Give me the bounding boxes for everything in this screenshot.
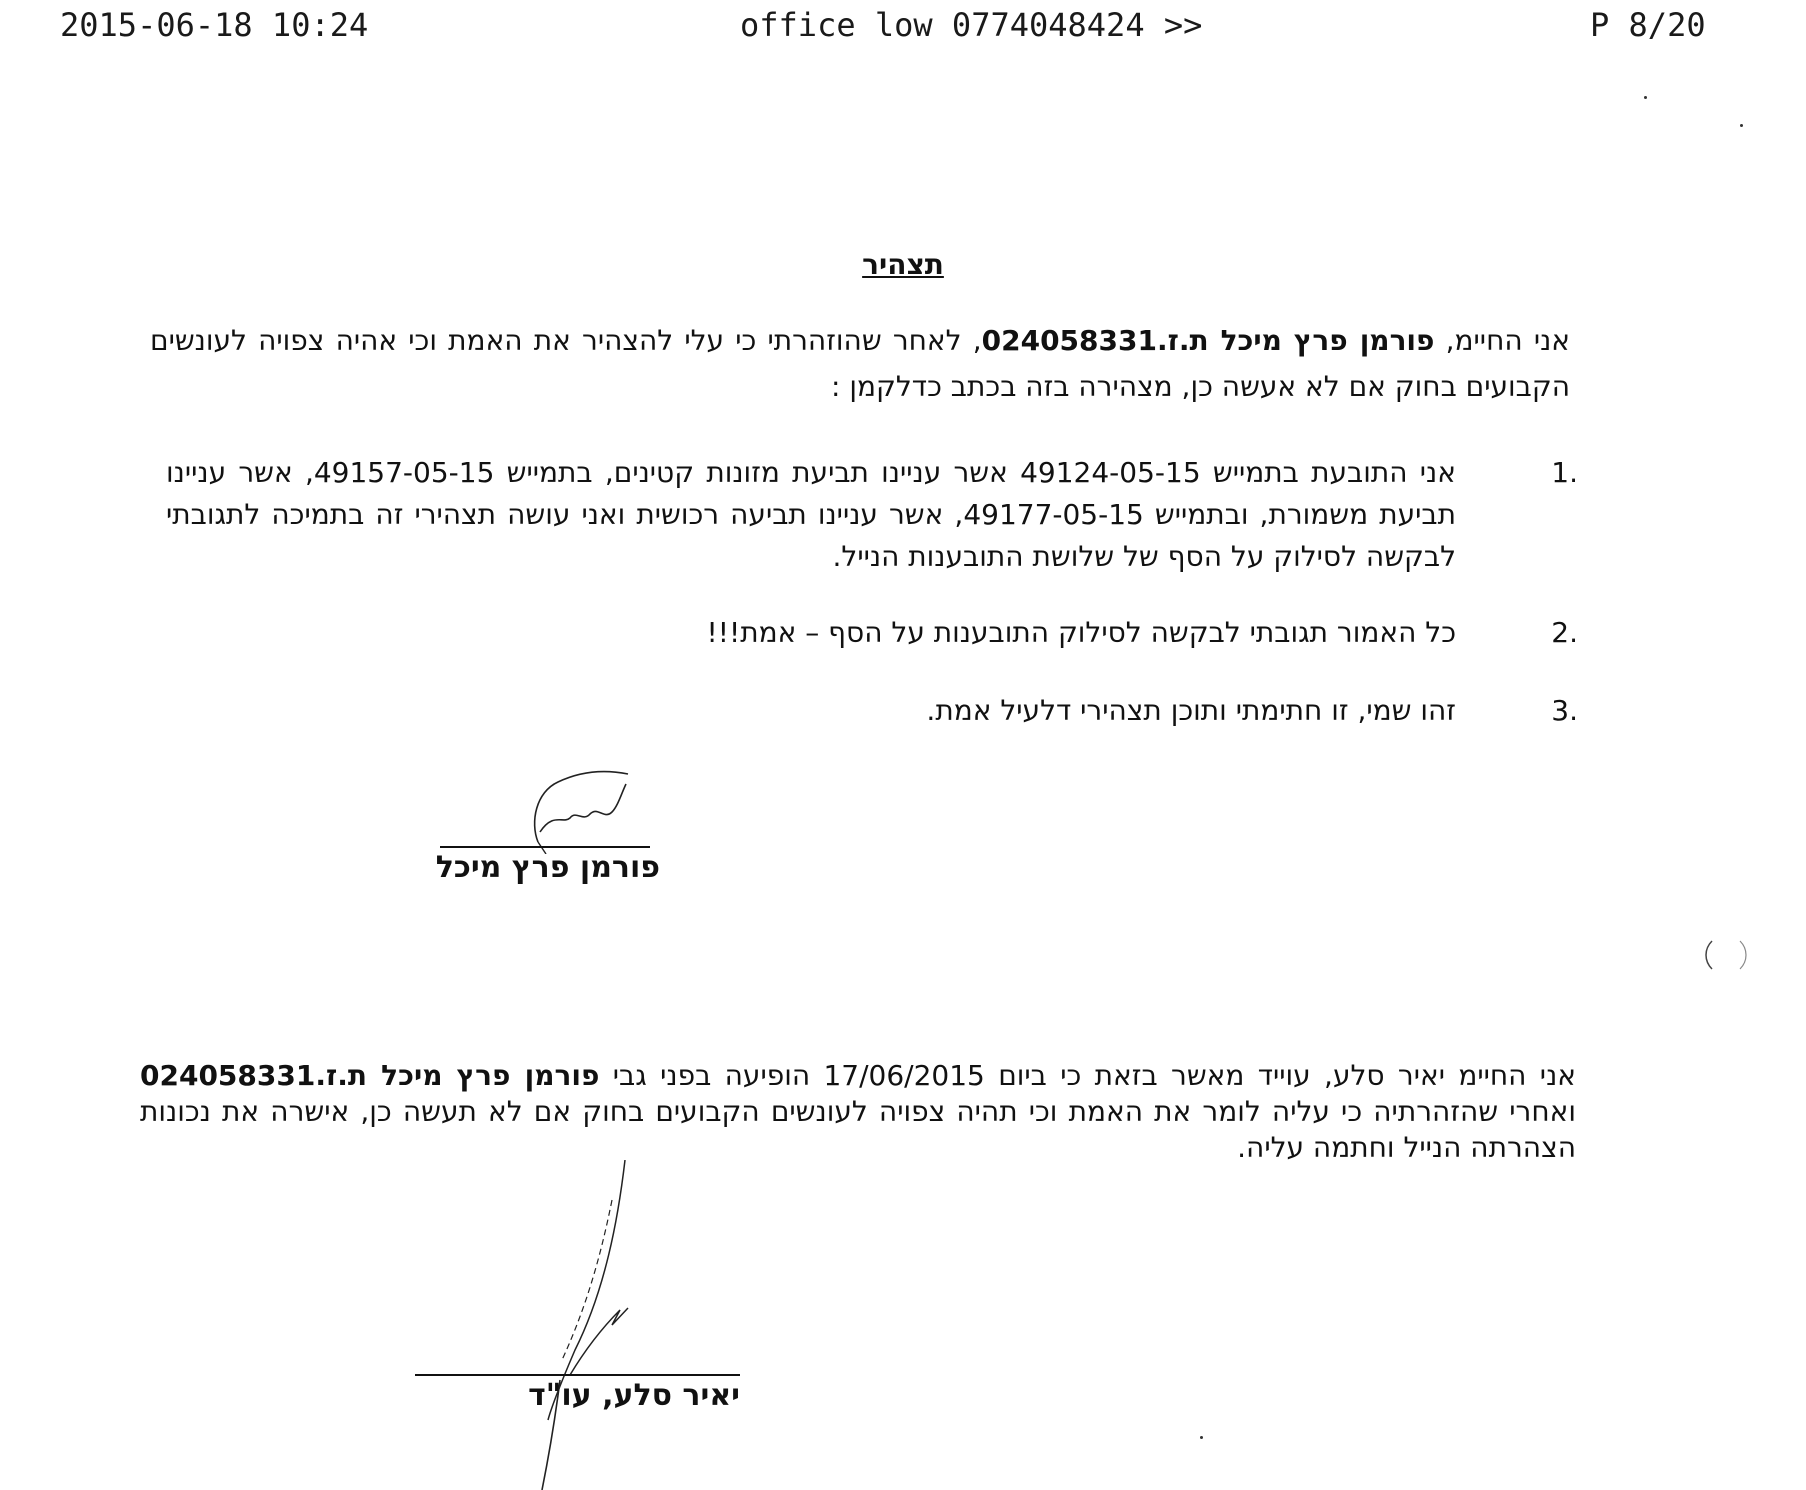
scan-speck <box>1200 1436 1203 1439</box>
declaration-intro <box>150 318 1570 410</box>
item-number: .2 <box>1551 616 1578 649</box>
attestation-text-start: אני החיימ יאיר סלע, עוייד מאשר בזאת כי ביום 17/06/2015 הופיעה בפני גבי <box>599 1059 1576 1092</box>
intro-text-start: אני החיימ, <box>1434 324 1571 357</box>
item-text: זהו שמי, זו חתימתי ותוכן תצהירי דלעיל אמת. <box>926 694 1456 727</box>
lawyer-signature <box>500 1160 650 1490</box>
fax-sender-line: office low 0774048424 >> <box>740 6 1203 44</box>
declarant-signature <box>528 762 638 854</box>
declaration-item <box>148 690 1578 736</box>
item-number: .1 <box>1551 456 1578 489</box>
signatory-name: פורמן פרץ מיכל <box>435 850 660 885</box>
declaration-item <box>148 452 1578 592</box>
lawyer-name: יאיר סלע, עו"ד <box>528 1378 740 1413</box>
margin-marks <box>1700 935 1760 975</box>
declaration-item <box>148 612 1578 658</box>
scan-speck <box>1740 124 1743 127</box>
signature-line <box>415 1374 740 1376</box>
fax-header <box>0 0 1806 60</box>
fax-page-number: P 8/20 <box>1590 6 1706 44</box>
scan-speck <box>1644 96 1647 99</box>
intro-text-end: , לאחר שהוזהרתי כי עלי להצהיר את האמת וכי אהיה צפויה לעונשים הקבועים בחוק אם לא אעשה כן, מצהירה בזה בכתב כדלקמן : <box>150 324 1570 403</box>
item-number: .3 <box>1551 694 1578 727</box>
lawyer-attestation <box>140 1058 1576 1166</box>
document-title: תצהיר <box>862 248 944 281</box>
declarant-name-id: פורמן פרץ מיכל ת.ז.024058331 <box>981 324 1435 357</box>
attested-name-id: פורמן פרץ מיכל ת.ז.024058331 <box>140 1059 600 1092</box>
fax-datetime: 2015-06-18 10:24 <box>60 6 369 44</box>
item-text: אני התובעת בתמייש 49124-05-15 אשר עניינו תביעת מזונות קטינים, בתמייש 49157-05-15, אשר עניינו תביעת משמורת, ובתמייש 49177-05-15, אשר עניינו תביעה רכושית ואני עושה תצהירי זה בתמיכה לתגובתי לבקשה לסילוק על הסף של שלושת התובענות הנייל. <box>166 456 1456 573</box>
signature-line <box>440 846 650 848</box>
attestation-text-end: ואחרי שהזהרתיה כי עליה לומר את האמת וכי תהיה צפויה לעונשים הקבועים בחוק אם לא תעשה כן, אישרה את נכונות הצהרתה הנייל וחתמה עליה. <box>140 1095 1576 1164</box>
item-text: כל האמור תגובתי לבקשה לסילוק התובענות על הסף – אמת!!! <box>706 616 1456 649</box>
